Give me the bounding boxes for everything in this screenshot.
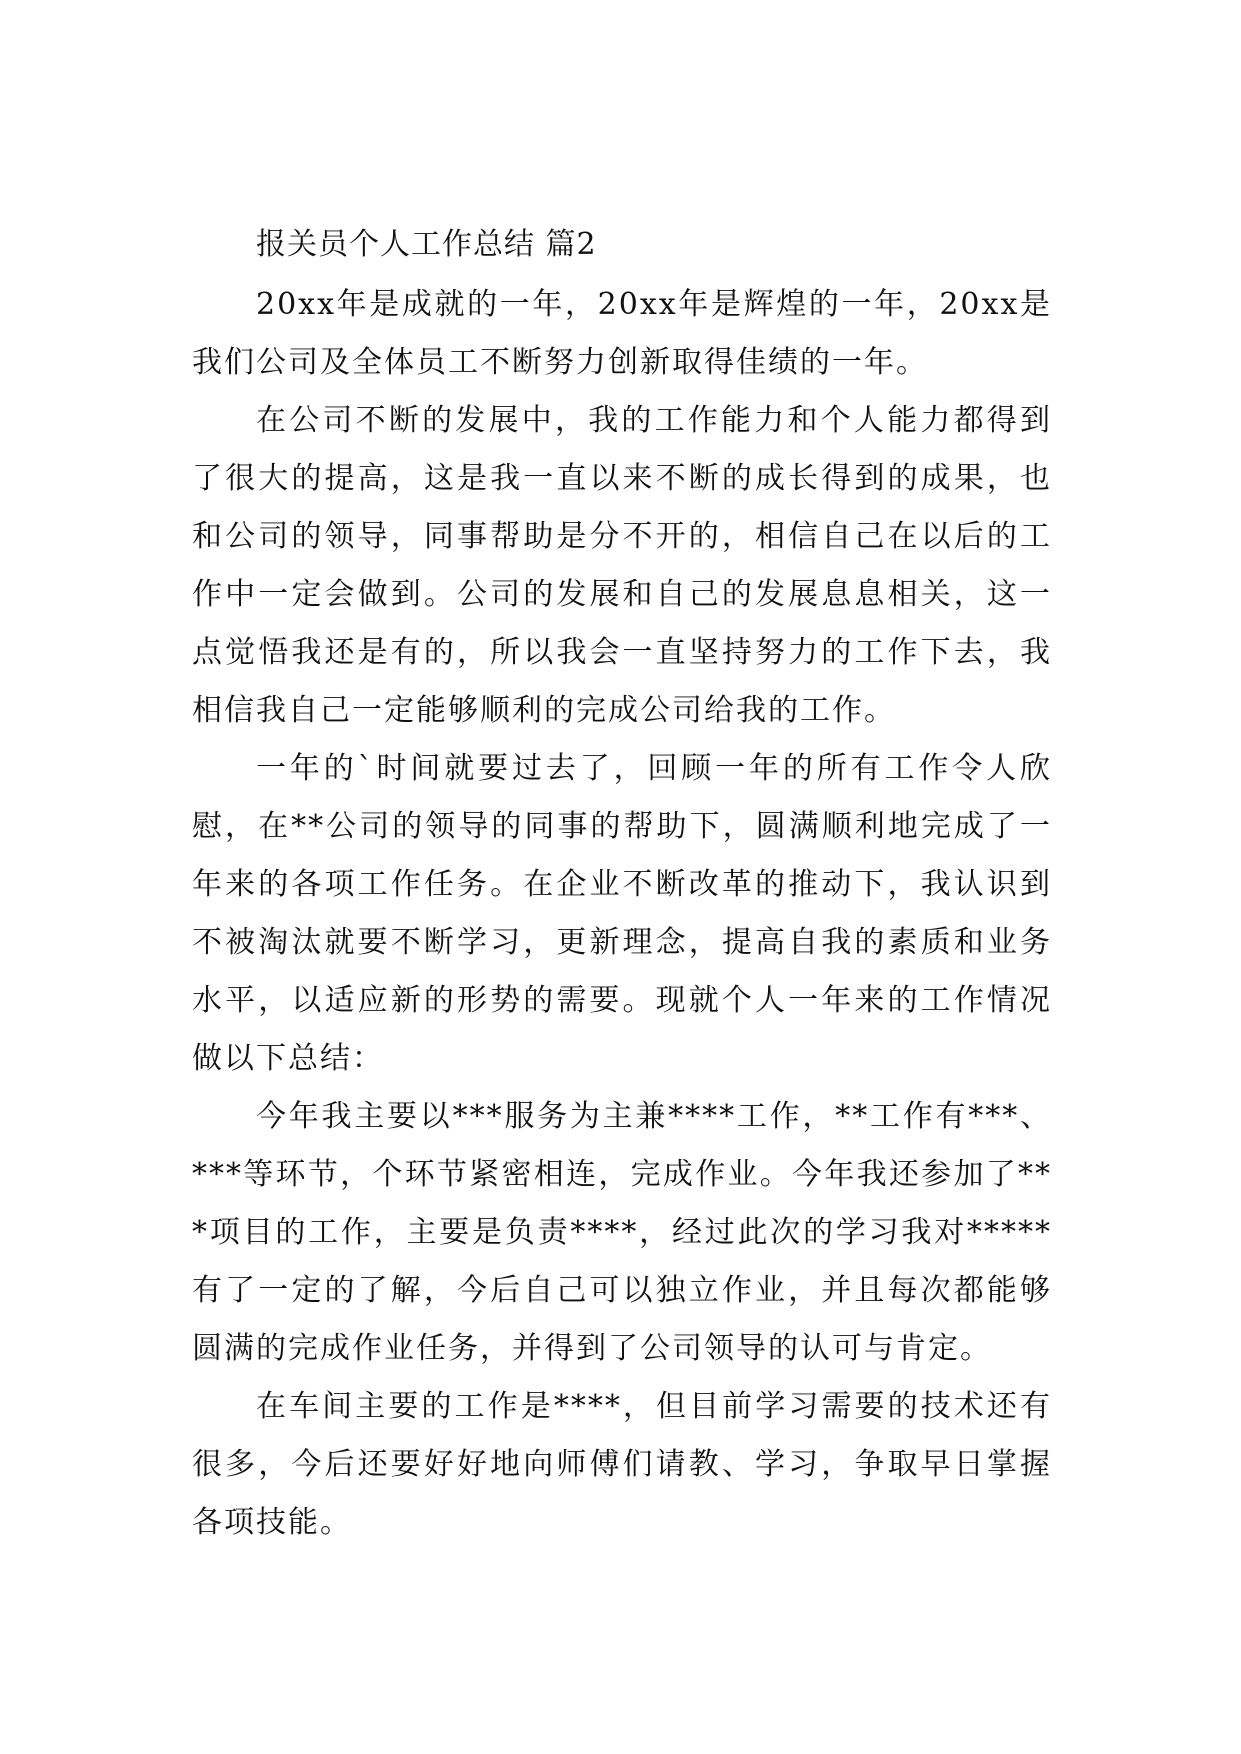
paragraph-3: 一年的`时间就要过去了，回顾一年的所有工作令人欣慰，在**公司的领导的同事的帮助下，圆满顺利地完成了一年来的各项工作任务。在企业不断改革的推动下，我认识到不被淘汰就要不断学习，更新理念，提高自我的素质和业务水平，以适应新的形势的需要。现就个人一年来的工作情况做以下总结： [192, 751, 1052, 1076]
paragraph-4: 今年我主要以***服务为主兼****工作，**工作有***、***等环节，个环节紧密相连，完成作业。今年我还参加了***项目的工作，主要是负责****，经过此次的学习我对*****有了一定的了解，今后自己可以独立作业，并且每次都能够圆满的完成作业任务，并得到了公司领导的认可与肯定。 [192, 1099, 1052, 1366]
document-title: 报关员个人工作总结 篇2 [256, 227, 597, 262]
paragraph-2: 在公司不断的发展中，我的工作能力和个人能力都得到了很大的提高，这是我一直以来不断的成长得到的成果，也和公司的领导，同事帮助是分不开的，相信自己在以后的工作中一定会做到。公司的发展和自己的发展息息相关，这一点觉悟我还是有的，所以我会一直坚持努力的工作下去，我相信我自己一定能够顺利的完成公司给我的工作。 [192, 403, 1052, 728]
paragraph-5: 在车间主要的工作是****，但目前学习需要的技术还有很多，今后还要好好地向师傅们请教、学习，争取早日掌握各项技能。 [192, 1389, 1052, 1540]
paragraph-1: 20xx年是成就的一年，20xx年是辉煌的一年，20xx是我们公司及全体员工不断努力创新取得佳绩的一年。 [192, 287, 1052, 380]
document-body [192, 216, 1052, 1552]
